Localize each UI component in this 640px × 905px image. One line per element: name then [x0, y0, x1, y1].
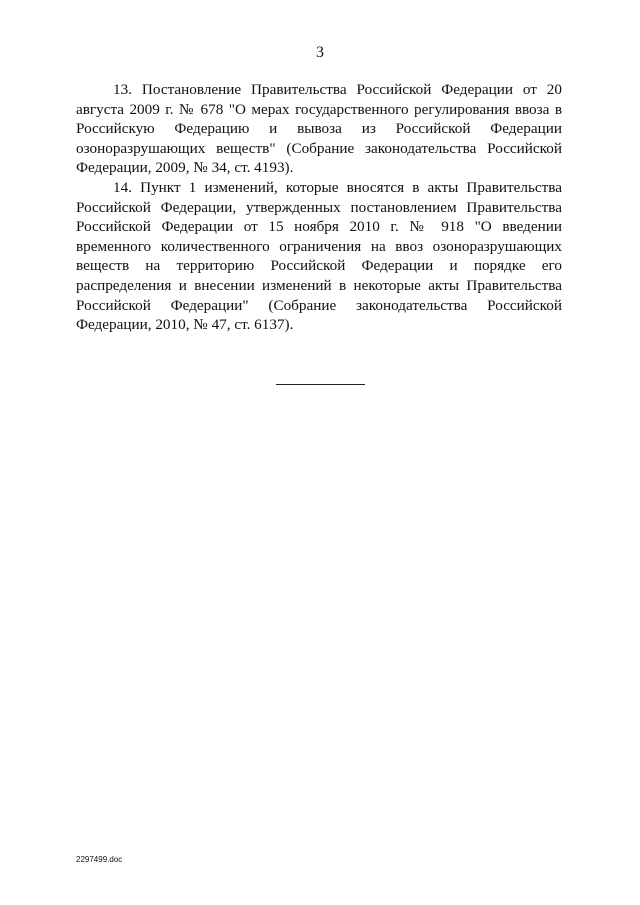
document-id: 2297499.doc — [76, 855, 123, 864]
paragraph-13: 13. Постановление Правительства Российской Федерации от 20 августа 2009 г. № 678 "О мерах государственного регулирования ввоза в Российскую Федерацию и вывоза из Российской Федерации озоноразрушающих веществ" (Собрание законодательства Российской Федерации, 2009, № 34, ст. 4193). — [76, 81, 562, 177]
paragraph-14: 14. Пункт 1 изменений, которые вносятся в акты Правительства Российской Федерации, утвержденных постановлением Правительства Российской Федерации от 15 ноября 2010 г. № 918 "О введении временного количественного ограничения на ввоз озоноразрушающих веществ на территорию Российской Федерации и порядке его распределения и внесении изменений в некоторые акты Правительства Российской Федерации" (Собрание законодательства Российской Федерации, 2010, № 47, ст. 6137). — [76, 178, 562, 334]
document-body — [76, 80, 562, 335]
end-separator-line — [276, 384, 365, 385]
page-number: 3 — [316, 44, 324, 61]
